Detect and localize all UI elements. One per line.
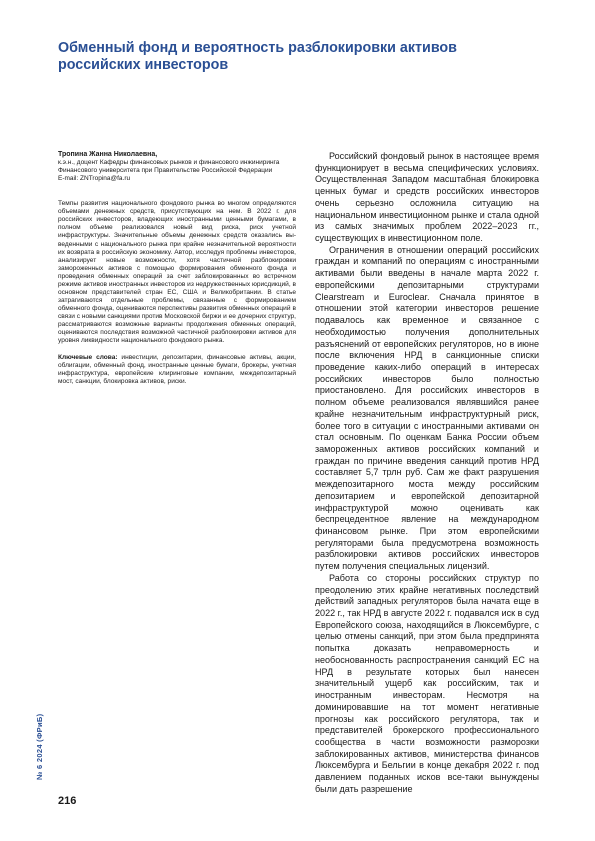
body-paragraph-2: Ограничения в отношении операций российских граждан и компаний по операциям с иностранными активами были введены в начале марта 2022 г. европейскими депозитарными структурами Clearstream и Euroclear. Сначала принятое в отношении этой категории инвесторов решение подавалось как временное и связанное с необходимостью получения дополнительных разъяснений от европейских регуляторов, но в июне после включения НРД в санкционные списки проведение каких-либо операций в интересах российских инвесторов было полностью приостановлено. Для российских инвесторов в полном объеме реализовался являвшийся ранее крайне незначительным инфраструктурный риск, более того в ситуации с иностранными активами он стал основным. По оценкам Банка России объем замороженных активов российских компаний и граждан по причине введения санкций против НРД составляет 5,7 трлн руб. Сам же факт разрушения междепозитарного моста между российским депозитарием и европейской депозитарной инфраструктурой можно оценивать как беспрецедентное явление на международном финансовом рынке. При этом европейскими регуляторами была предусмотрена возможность разблокировки активов российских инвесторов путем получения специальных лицензий. [315, 244, 539, 572]
keywords-text: инвестиции, депозитарии, финансовые активы, акции, облигации, обменный фонд, иностранные ценные бумаги, брокеры, учетная инфраструктура, европейские клиринговые компании, междепозитарный мост, санкции, блокировка активов, риски. [58, 354, 296, 386]
abstract: Темпы развития национального фондового рынка во многом определяются объемами денежных средств, присутствующих на нем. В 2022 г. для российских инвесторов, владеющих иностранными ценными бумагами, в полном объеме реализовался новый вид риска, риск учетной инфраструктуры. Значительные объемы денежных средств оказались выведенными с национального рынка при крайне незначительной вероятности их возврата в российскую экономику. Автор, исследуя проблемы инвесторов, анализирует новые возможности, хотя частичной разблокировки замороженных активов с помощью формирования обменного фонда и проведения обменных операций за счет заблокированных во встречном режиме активов иностранных инвесторов из недружественных юрисдикций, в основном представителей стран ЕС, США и Великобритании. В статье затрагиваются отдельные проблемы, связанные с формированием обменного фонда, оцениваются перспективы развития обменных операций в связи с новыми санкциями против Московской биржи и ее дочерних структур, рассматриваются возможные варианты продолжения обменных операций, оцениваются последствия возможной частичной разблокировки активов для уровня ликвидности национального фондового рынка. [58, 200, 296, 345]
author-email[interactable]: E-mail: ZNTropina@fa.ru [58, 175, 131, 183]
body-paragraph-3: Работа со стороны российских структур по преодолению этих крайне негативных последствий действий западных регуляторов была начата еще в 2022 г., так НРД в августе 2022 г. подавался иск в суд Европейского союза, находящийся в Люксембурге, с целью отмены санкций, при этом была предпринята попытка доказать неправомерность и необоснованность распространения санкций ЕС на НРД в результате которых был нанесен значительный ущерб как российским, так и иностранным инвесторам. Несмотря на доминировавшие на тот момент негативные прогнозы как российского регулятора, так и представителей брокерского профессионального сообщества в части возможности разморозки заблокированных активов, министерства финансов Люксембурга и Бельгии в конце декабря 2022 г. под давлением поданных исков все-таки вынуждены были дать разрешение [315, 572, 539, 794]
left-column [58, 150, 296, 386]
body-paragraph-1: Российский фондовый рынок в настоящее время функционирует в весьма специфических условиях. Осуществленная Западом масштабная блокировка ценных бумаг и средств российских инвесторов очень серьезно осложнила ситуацию на национальном инвестиционном рынке и стала одной из самых значимых проблем 2022–2023 гг., существующих в инвестиционном поле. [315, 151, 539, 244]
keywords-label: Ключевые слова: [58, 354, 118, 362]
keywords [58, 354, 296, 386]
article-title: Обменный фонд и вероятность разблокировки активов российских инвесторов [58, 40, 457, 73]
body-column [315, 151, 539, 796]
author-name: Тропина Жанна Николаевна, [58, 151, 158, 158]
author-affiliation: к.э.н., доцент Кафедры финансовых рынков и финансового инжиниринга Финансового университета при Правительстве Российской Федерации [58, 159, 280, 175]
issue-tag: № 6 2024 (ФРиБ) [35, 713, 44, 780]
page-number: 216 [58, 795, 77, 807]
